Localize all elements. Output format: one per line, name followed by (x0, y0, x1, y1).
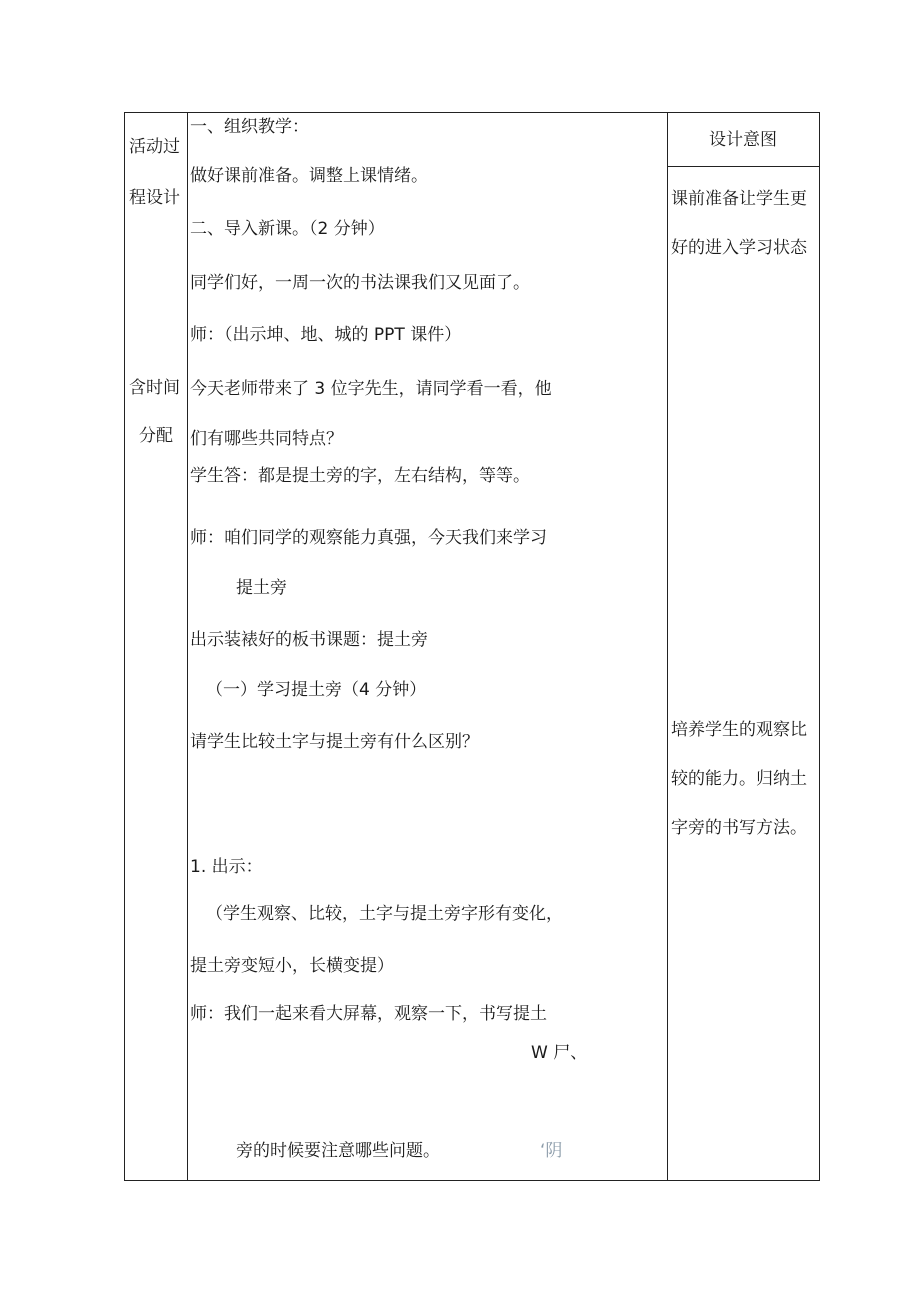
section-heading-intro: 二、导入新课。（2 分钟） (190, 219, 385, 239)
stray-text: W 尸、 (531, 1043, 588, 1063)
design-note-2-line-3: 字旁的书写方法。 (671, 818, 807, 838)
table-border-right (819, 112, 820, 1181)
table-border-bottom (124, 1180, 820, 1181)
paragraph-line: 出示装裱好的板书课题：提土旁 (190, 630, 428, 650)
paragraph-line: 同学们好，一周一次的书法课我们又见面了。 (190, 273, 530, 293)
left-label-line-2: 程设计 (129, 188, 180, 208)
paragraph-line: 学生答：都是提土旁的字，左右结构，等等。 (190, 466, 530, 486)
left-label-line-1: 活动过 (129, 137, 180, 157)
header-row-separator (667, 166, 820, 167)
design-note-1-line-1: 课前准备让学生更 (671, 189, 807, 209)
paragraph-line: 提土旁变短小，长横变提） (190, 956, 394, 976)
lesson-title: 提土旁 (236, 578, 287, 598)
table-border-left (124, 112, 125, 1181)
subsection-heading: （一）学习提土旁（4 分钟） (206, 680, 427, 700)
paragraph-line: 旁的时候要注意哪些问题。 (236, 1141, 440, 1161)
section-heading-organize: 一、组织教学： (190, 117, 309, 137)
design-note-1-line-2: 好的进入学习状态 (671, 238, 807, 258)
design-note-2-line-2: 较的能力。归纳土 (671, 769, 807, 789)
list-item-show: 1. 出示： (190, 857, 263, 877)
paragraph-line: 今天老师带来了 3 位字先生，请同学看一看，他 (190, 379, 552, 399)
paragraph-line: 师：（出示坤、地、城的 PPT 课件） (190, 325, 462, 345)
paragraph-line: 师：咱们同学的观察能力真强，今天我们来学习 (190, 528, 547, 548)
paragraph-line: 师：我们一起来看大屏幕，观察一下，书写提土 (190, 1004, 547, 1024)
paragraph-line: （学生观察、比较，土字与提土旁字形有变化， (206, 904, 563, 924)
design-intent-header: 设计意图 (709, 130, 777, 150)
left-label-line-4: 分配 (139, 426, 173, 446)
left-label-line-3: 含时间 (129, 378, 180, 398)
table-divider-2 (667, 112, 668, 1181)
table-border-top (124, 112, 820, 113)
paragraph-line: 做好课前准备。调整上课情绪。 (190, 166, 428, 186)
paragraph-line: 们有哪些共同特点？ (190, 429, 343, 449)
design-note-2-line-1: 培养学生的观察比 (671, 720, 807, 740)
paragraph-line: 请学生比较土字与提土旁有什么区别？ (190, 732, 479, 752)
stray-faint-text: ‘阴 (540, 1141, 563, 1161)
table-divider-1 (187, 112, 188, 1181)
